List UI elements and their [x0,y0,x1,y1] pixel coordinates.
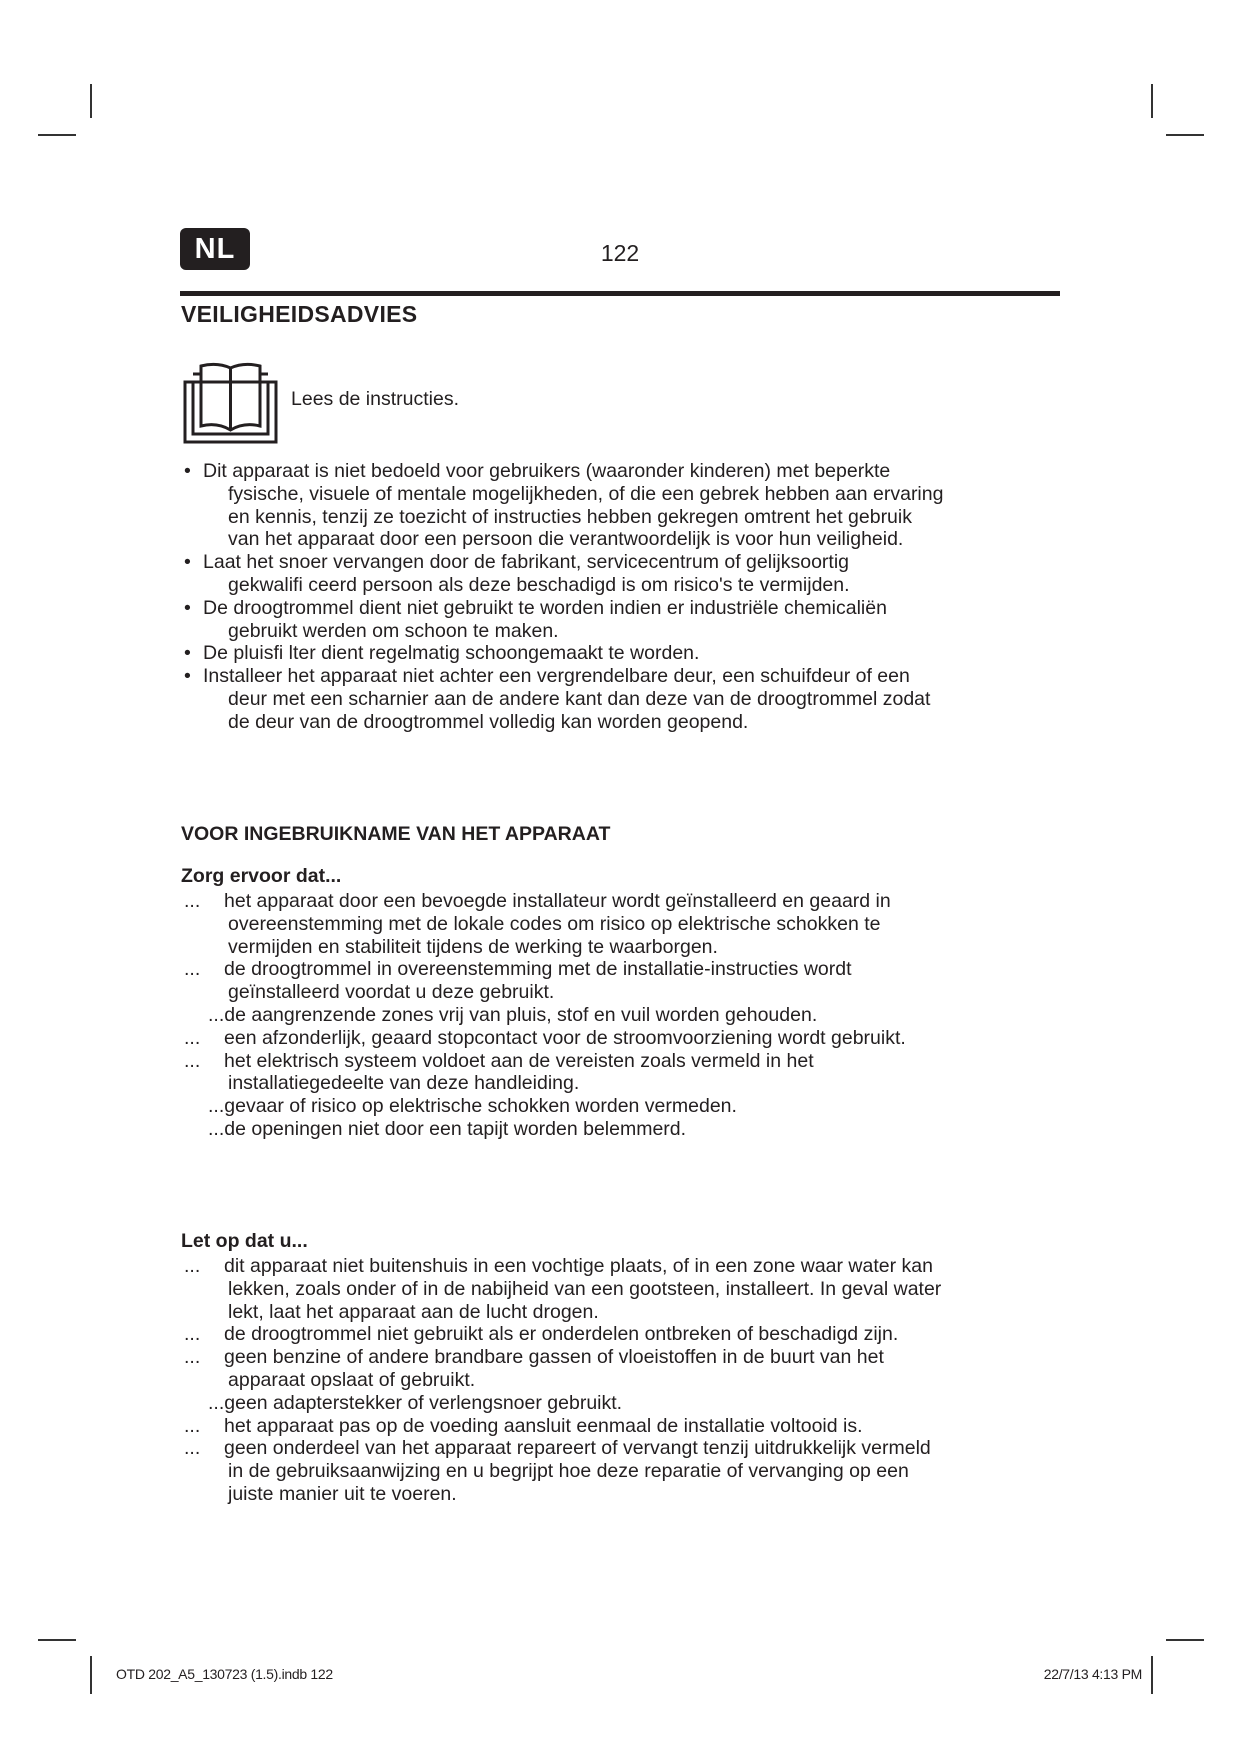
list-item-line: in de gebruiksaanwijzing en u begrijpt hoe deze reparatie of vervanging op een [228,1460,909,1483]
list-item-line: het elektrisch systeem voldoet aan de vereisten zoals vermeld in het [224,1049,814,1072]
list-item-line: apparaat opslaat of gebruikt. [228,1369,476,1391]
section-title: VEILIGHEIDSADVIES [181,301,418,327]
list-item-line: Dit apparaat is niet bedoeld voor gebruikers (waaronder kinderen) met beperkte [203,460,891,482]
caution-subtitle: Let op dat u... [181,1230,308,1252]
footer-timestamp: 22/7/13 4:13 PM [1043,1666,1142,1682]
crop-mark [38,134,76,136]
list-item-line: De droogtrommel dient niet gebruikt te worden indien er industriële chemicaliën [203,596,887,619]
list-item-line: deur met een scharnier aan de andere kant dan deze van de droogtrommel zodat [228,688,931,710]
crop-mark [38,1639,76,1641]
crop-mark [1166,134,1204,136]
page-number: 122 [600,240,640,266]
list-marker: • [184,460,191,482]
list-marker: ... [184,1323,201,1346]
list-item-line: juiste manier uit te voeren. [228,1483,457,1505]
language-badge: NL [180,228,250,270]
list-marker: • [184,551,191,574]
list-item-line: van het apparaat door een persoon die verantwoordelijk is voor hun veiligheid. [228,528,904,551]
list-item-line: Installeer het apparaat niet achter een vergrendelbare deur, een schuifdeur of een [203,665,910,688]
list-item-line: het apparaat pas op de voeding aansluit eenmaal de installatie voltooid is. [224,1414,863,1437]
list-item-line: fysische, visuele of mentale mogelijkheden, of die een gebrek hebben aan ervaring [228,482,944,505]
list-item-line: de deur van de droogtrommel volledig kan worden geopend. [228,710,749,733]
list-marker: ... [184,1049,201,1072]
list-item-line: Laat het snoer vervangen door de fabrikant, servicecentrum of gelijksoortig [203,551,850,574]
list-item-line: gekwalifi ceerd persoon als deze beschadigd is om risico's te vermijden. [228,574,850,596]
list-item-line: vermijden en stabiliteit tijdens de werking te waarborgen. [228,935,718,958]
list-marker: • [184,642,191,665]
list-item-line: de droogtrommel in overeenstemming met de installatie-instructies wordt [224,958,852,981]
crop-mark [1166,1639,1204,1641]
list-marker: ... [184,958,201,981]
list-marker: ... [184,1346,201,1369]
list-item-line: installatiegedeelte van deze handleiding. [228,1072,580,1095]
list-item-line: geen benzine of andere brandbare gassen of vloeistoffen in de buurt van het [224,1346,884,1369]
list-item-line: gebruikt werden om schoon te maken. [228,619,559,642]
before-use-subtitle: Zorg ervoor dat... [181,865,342,887]
list-item-line: geïnstalleerd voordat u deze gebruikt. [228,981,555,1004]
list-item-line: de droogtrommel niet gebruikt als er onderdelen ontbreken of beschadigd zijn. [224,1323,899,1346]
list-item-line: en kennis, tenzij ze toezicht of instructies hebben gekregen omtrent het gebruik [228,505,912,528]
list-marker: • [184,596,191,619]
list-item-line: een afzonderlijk, geaard stopcontact voor de stroomvoorziening wordt gebruikt. [224,1026,906,1049]
list-marker: ... [184,1026,201,1049]
header-rule [180,291,1060,296]
list-marker: ... [184,1255,201,1277]
footer-file: OTD 202_A5_130723 (1.5).indb 122 [116,1666,333,1682]
crop-mark [90,84,92,118]
list-item-line: De pluisfi lter dient regelmatig schoongemaakt te worden. [203,642,700,665]
list-marker: ... [184,890,201,912]
list-item-line: ...de openingen niet door een tapijt worden belemmerd. [208,1118,687,1140]
list-item-line: geen onderdeel van het apparaat repareert of vervangt tenzij uitdrukkelijk vermeld [224,1437,931,1460]
list-item-line: lekken, zoals onder of in de nabijheid van een gootsteen, installeert. In geval water [228,1277,942,1300]
list-marker: ... [184,1437,201,1460]
open-book-icon [183,360,278,444]
list-item-line: ...de aangrenzende zones vrij van pluis, stof en vuil worden gehouden. [208,1004,818,1026]
list-item-line: lekt, laat het apparaat aan de lucht drogen. [228,1300,599,1323]
read-instructions-text: Lees de instructies. [291,388,460,410]
list-item-line: dit apparaat niet buitenshuis in een vochtige plaats, of in een zone waar water kan [224,1255,933,1277]
list-item-line: ...geen adapterstekker of verlengsnoer gebruikt. [208,1391,623,1414]
list-item-line: het apparaat door een bevoegde installateur wordt geïnstalleerd en geaard in [224,890,891,912]
list-item-line: ...gevaar of risico op elektrische schokken worden vermeden. [208,1095,737,1118]
crop-mark [1151,84,1153,118]
before-use-title: VOOR INGEBRUIKNAME VAN HET APPARAAT [181,823,611,845]
list-marker: • [184,665,191,688]
list-marker: ... [184,1414,201,1437]
list-item-line: overeenstemming met de lokale codes om risico op elektrische schokken te [228,912,881,935]
crop-mark [90,1656,92,1694]
crop-mark [1151,1656,1153,1694]
